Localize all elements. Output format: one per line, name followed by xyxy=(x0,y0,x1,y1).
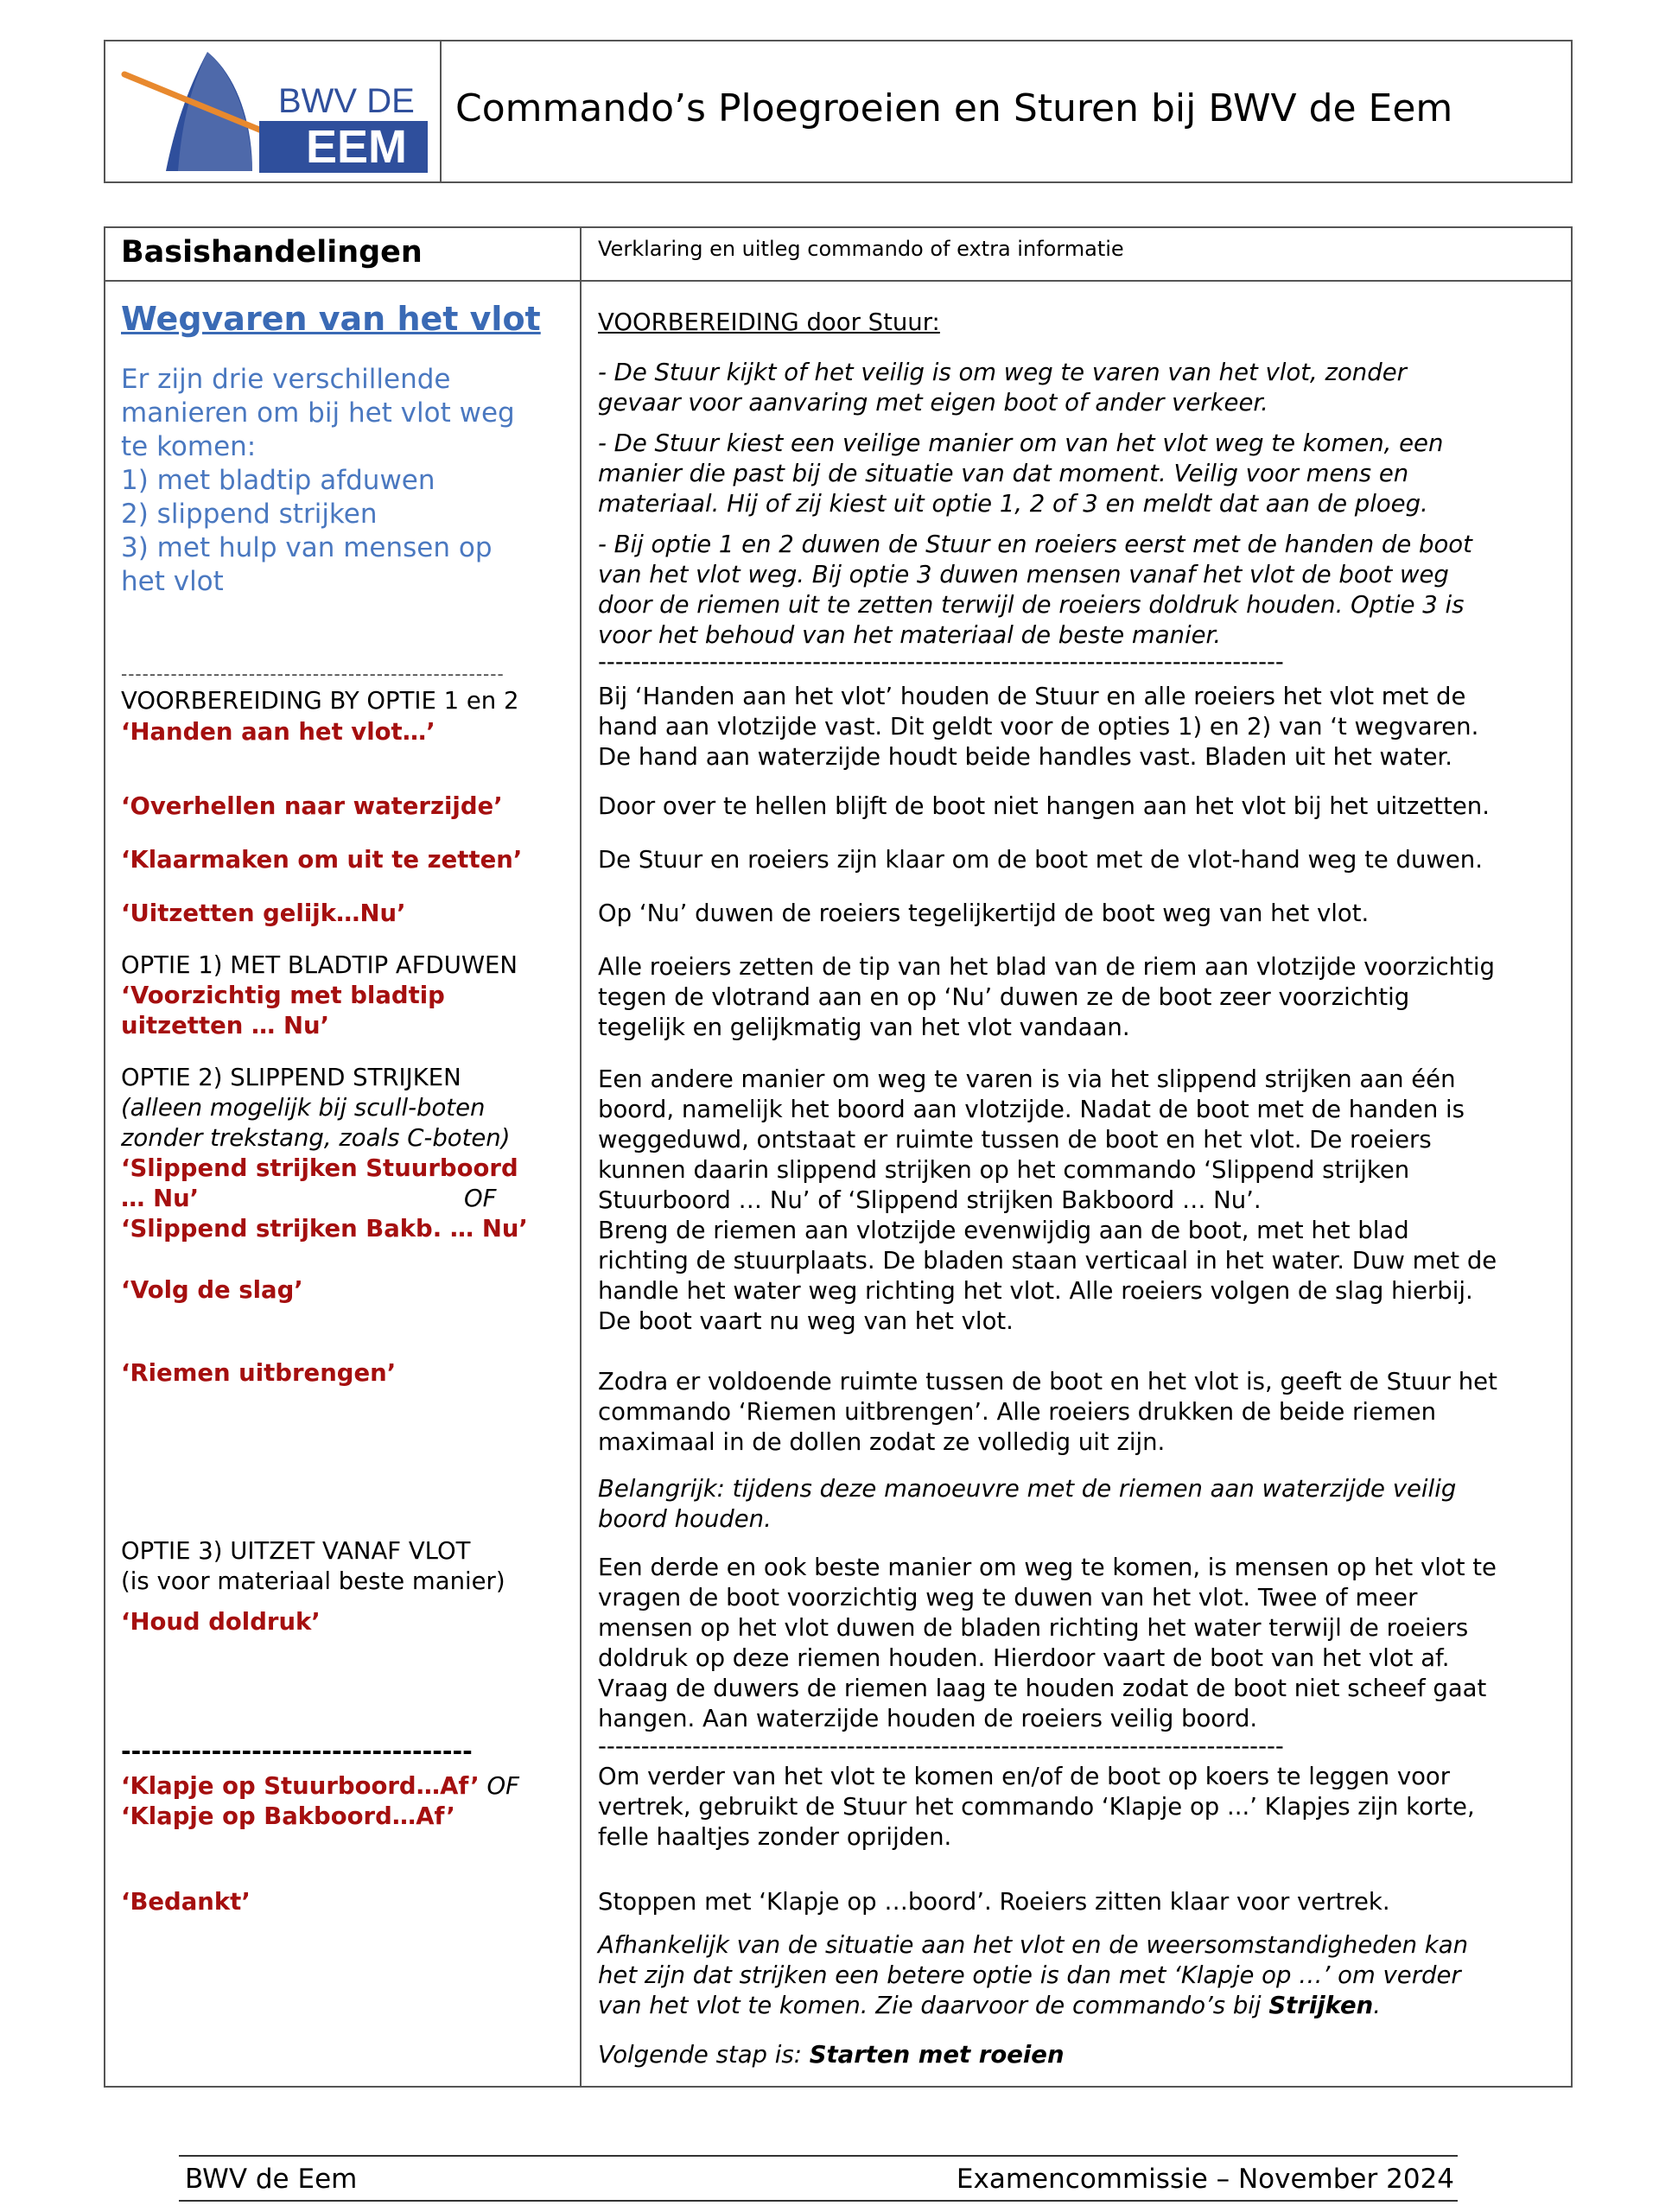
club-logo xyxy=(105,41,442,181)
explain-option-2: Een andere manier om weg te varen is via het slippend strijken aan één xyxy=(598,1065,1456,1093)
explain-uitzetten: Op ‘Nu’ duwen de roeiers tegelijkertijd de boot weg van het vlot. xyxy=(598,899,1370,927)
explain-afhankelijk: van het vlot te komen. Zie daarvoor de commando’s bij xyxy=(598,1992,1269,2019)
prep-title: VOORBEREIDING door Stuur: xyxy=(598,308,940,336)
intro-option-1: 1) met bladtip afduwen xyxy=(121,465,435,496)
header-box xyxy=(104,40,1573,183)
intro-line: manieren om bij het vlot weg xyxy=(121,397,515,429)
explain-option-2: Breng de riemen aan vlotzijde evenwijdig aan de boot, met het blad xyxy=(598,1217,1409,1244)
footer-top-rule xyxy=(179,2155,1458,2157)
logo-text-bottom: EEM xyxy=(306,121,408,173)
next-step-name: Starten met roeien xyxy=(809,2041,1065,2069)
explain-option-3: Een derde en ook beste manier om weg te komen, is mensen op het vlot te xyxy=(598,1554,1497,1581)
option-2-note: (alleen mogelijk bij scull-boten xyxy=(121,1094,486,1122)
column-divider xyxy=(580,228,582,2086)
prep-text: - Bij optie 1 en 2 duwen de Stuur en roeiers eerst met de handen de boot xyxy=(598,531,1472,558)
explain-klapje: felle haaltjes zonder oprijden. xyxy=(598,1823,952,1851)
command-klaarmaken: ‘Klaarmaken om uit te zetten’ xyxy=(121,846,523,874)
command-bladtip-cont: uitzetten … Nu’ xyxy=(121,1012,330,1039)
explain-afhankelijk: Afhankelijk van de situatie aan het vlot en de weersomstandigheden kan xyxy=(598,1931,1468,1959)
explain-riemen: Zodra er voldoende ruimte tussen de boot en het vlot is, geeft de Stuur het xyxy=(598,1368,1497,1395)
command-riemen-uitbrengen: ‘Riemen uitbrengen’ xyxy=(121,1359,397,1387)
separator-dashes: -------------------------------------------------------------------------------- xyxy=(598,1732,1284,1760)
explain-option-2: kunnen daarin slippend strijken op het commando ‘Slippend strijken xyxy=(598,1156,1410,1184)
explain-option-2: boord, namelijk het boord aan vlotzijde. Nadat de boot met de handen is xyxy=(598,1096,1465,1123)
next-step-label: Volgende stap is: xyxy=(598,2041,810,2069)
command-handen: ‘Handen aan het vlot…’ xyxy=(121,718,435,746)
prep-text: materiaal. Hij of zij kiest uit optie 1, 2 of 3 en meldt dat aan de ploeg. xyxy=(598,490,1428,518)
section-title: Wegvaren van het vlot xyxy=(121,300,541,338)
command-slippend-stuurboord: ‘Slippend strijken Stuurboord xyxy=(121,1154,518,1182)
prep-text: manier die past bij de situatie van dat moment. Veilig voor mens en xyxy=(598,460,1409,487)
explain-klaarmaken: De Stuur en roeiers zijn klaar om de boot met de vlot-hand weg te duwen. xyxy=(598,846,1483,874)
or-label: OF xyxy=(479,1772,519,1800)
explain-handen: De hand aan waterzijde houdt beide handles vast. Bladen uit het water. xyxy=(598,743,1453,771)
intro-line: Er zijn drie verschillende xyxy=(121,364,451,395)
option-2-note: zonder trekstang, zoals C-boten) xyxy=(121,1124,511,1152)
intro-line: het vlot xyxy=(121,566,224,597)
explain-option-2: De boot vaart nu weg van het vlot. xyxy=(598,1307,1014,1335)
intro-line: te komen: xyxy=(121,431,257,462)
command-houd-doldruk: ‘Houd doldruk’ xyxy=(121,1608,321,1636)
explain-option-3: hangen. Aan waterzijde houden de roeiers veilig boord. xyxy=(598,1705,1258,1732)
explain-riemen: maximaal in de dollen zodat ze volledig uit zijn. xyxy=(598,1428,1166,1456)
separator-dashes-bold: ----------------------------------- xyxy=(121,1738,473,1764)
header-row-divider xyxy=(105,280,1571,282)
link-strijken: Strijken xyxy=(1268,1992,1374,2019)
footer-committee-date: Examencommissie – November 2024 xyxy=(956,2164,1454,2195)
explain-option-3: vragen de boot voorzichtig weg te duwen van het vlot. Twee of meer xyxy=(598,1584,1418,1611)
explain-klapje: Om verder van het vlot te komen en/of de boot op koers te leggen voor xyxy=(598,1763,1451,1790)
explain-option-2: handle het water weg richting het vlot. Alle roeiers volgen de slag hierbij. xyxy=(598,1277,1473,1305)
explain-option-1: tegelijk en gelijkmatig van het vlot vandaan. xyxy=(598,1014,1130,1041)
prep-text: gevaar voor aanvaring met eigen boot of ander verkeer. xyxy=(598,389,1268,416)
explain-belangrijk: Belangrijk: tijdens deze manoeuvre met de riemen aan waterzijde veilig xyxy=(598,1475,1457,1503)
prep-option-label: VOORBEREIDING BY OPTIE 1 en 2 xyxy=(121,687,519,715)
command-bedankt: ‘Bedankt’ xyxy=(121,1888,251,1916)
explain-stoppen: Stoppen met ‘Klapje op …boord’. Roeiers zitten klaar voor vertrek. xyxy=(598,1888,1390,1916)
explain-option-2: richting de stuurplaats. De bladen staan verticaal in het water. Duw met de xyxy=(598,1247,1497,1274)
command-overhellen: ‘Overhellen naar waterzijde’ xyxy=(121,792,503,820)
logo-cell xyxy=(105,41,442,181)
column-header-left: Basishandelingen xyxy=(121,235,423,270)
logo-text-top: BWV DE xyxy=(278,82,415,120)
prep-text: door de riemen uit te zetten terwijl de roeiers doldruk houden. Optie 3 is xyxy=(598,591,1465,619)
explain-option-1: Alle roeiers zetten de tip van het blad van de riem aan vlotzijde voorzichtig xyxy=(598,953,1495,981)
explain-option-3: doldruk op deze riemen houden. Hierdoor vaart de boot van het vlot af. xyxy=(598,1644,1450,1672)
prep-text: - De Stuur kijkt of het veilig is om weg te varen van het vlot, zonder xyxy=(598,359,1407,386)
command-klapje-bakboord: ‘Klapje op Bakboord…Af’ xyxy=(121,1802,455,1830)
explain-option-2: Stuurboord … Nu’ of ‘Slippend strijken Bakboord … Nu’. xyxy=(598,1186,1262,1214)
explain-option-3: mensen op het vlot duwen de bladen richting het water terwijl de roeiers xyxy=(598,1614,1469,1642)
separator-dashes: -------------------------------------------------------------------------------- xyxy=(598,648,1284,676)
intro-option-3: 3) met hulp van mensen op xyxy=(121,532,493,563)
explain-option-2: weggeduwd, ontstaat er ruimte tussen de boot en het vlot. De roeiers xyxy=(598,1126,1432,1154)
explain-option-1: tegen de vlotrand aan en op ‘Nu’ duwen ze de boot zeer voorzichtig xyxy=(598,983,1410,1011)
footer-club-name: BWV de Eem xyxy=(185,2164,358,2195)
prep-text: van het vlot weg. Bij optie 3 duwen mensen vanaf het vlot de boot weg xyxy=(598,561,1449,588)
commands-table xyxy=(104,226,1573,2088)
command-klapje-stuurboord: ‘Klapje op Stuurboord…Af’ xyxy=(121,1772,480,1800)
command-bladtip: ‘Voorzichtig met bladtip xyxy=(121,982,445,1009)
option-3-label: OPTIE 3) UITZET VANAF VLOT xyxy=(121,1537,471,1565)
command-slippend-bakboord: ‘Slippend strijken Bakb. … Nu’ xyxy=(121,1215,528,1243)
option-3-note: (is voor materiaal beste manier) xyxy=(121,1567,505,1595)
command-slippend-stuurboord-cont: … Nu’ xyxy=(121,1185,200,1212)
explain-belangrijk: boord houden. xyxy=(598,1505,772,1533)
column-header-right: Verklaring en uitleg commando of extra informatie xyxy=(598,237,1124,261)
explain-afhankelijk-end: . xyxy=(1373,1992,1381,2019)
or-label: OF xyxy=(464,1185,497,1212)
option-2-label: OPTIE 2) SLIPPEND STRIJKEN xyxy=(121,1064,461,1091)
separator-dashes: ------------------------------------------------------ xyxy=(121,664,505,683)
footer-bottom-rule xyxy=(179,2200,1458,2202)
command-uitzetten: ‘Uitzetten gelijk…Nu’ xyxy=(121,899,406,927)
explain-handen: Bij ‘Handen aan het vlot’ houden de Stuur en alle roeiers het vlot met de xyxy=(598,683,1466,710)
prep-text: voor het behoud van het materiaal de beste manier. xyxy=(598,621,1222,649)
prep-text: - De Stuur kiest een veilige manier om van het vlot weg te komen, een xyxy=(598,429,1444,457)
explain-riemen: commando ‘Riemen uitbrengen’. Alle roeiers drukken de beide riemen xyxy=(598,1398,1437,1426)
option-1-label: OPTIE 1) MET BLADTIP AFDUWEN xyxy=(121,951,518,979)
command-volg-de-slag: ‘Volg de slag’ xyxy=(121,1276,303,1304)
explain-overhellen: Door over te hellen blijft de boot niet hangen aan het vlot bij het uitzetten. xyxy=(598,792,1490,820)
explain-handen: hand aan vlotzijde vast. Dit geldt voor de opties 1) en 2) van ‘t wegvaren. xyxy=(598,713,1479,741)
explain-afhankelijk: het zijn dat strijken een betere optie is dan met ‘Klapje op …’ om verder xyxy=(598,1961,1461,1989)
page-title: Commando’s Ploegroeien en Sturen bij BWV de Eem xyxy=(455,86,1453,130)
explain-klapje: vertrek, gebruikt de Stuur het commando ‘Klapje op ...’ Klapjes zijn korte, xyxy=(598,1793,1475,1821)
explain-option-3: Vraag de duwers de riemen laag te houden zodat de boot niet scheef gaat xyxy=(598,1675,1487,1702)
intro-option-2: 2) slippend strijken xyxy=(121,499,378,530)
